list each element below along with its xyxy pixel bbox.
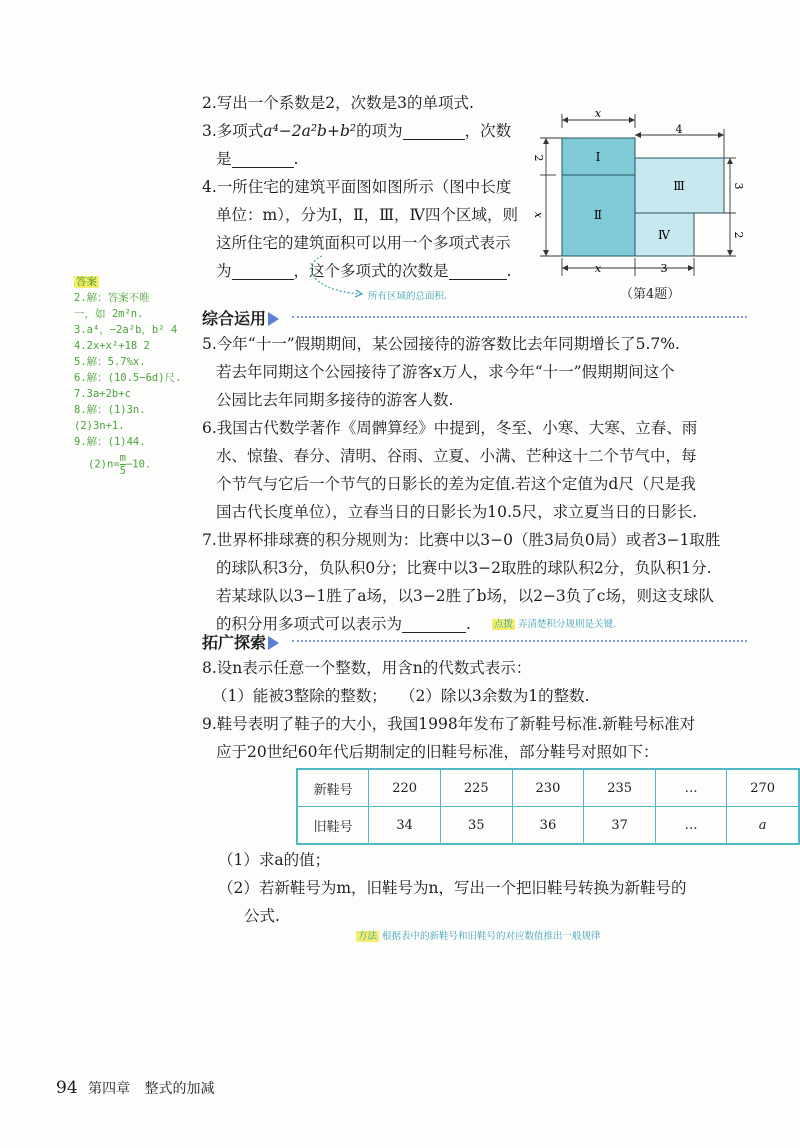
question-4-line1: 4.一所住宅的建筑平面图如图所示（图中长度 (202, 178, 512, 196)
answer-line: 8.解：(1)3n. (74, 404, 146, 416)
table-cell: … (655, 807, 726, 845)
answer-line: 2.解：答案不唯 (74, 292, 150, 304)
question-9-sub2-line1: （2）若新鞋号为m，旧鞋号为n，写出一个把旧鞋号转换为新鞋号的 (218, 879, 687, 897)
label-x-left: x (532, 211, 545, 219)
answer-line: 5.解：5.7%x. (74, 356, 146, 368)
answer-sidebar (74, 274, 181, 477)
q3-polynomial: a⁴−2a²b+b² (263, 122, 357, 140)
q4-answer-blank-2[interactable] (449, 261, 507, 280)
table-cell: 270 (727, 769, 799, 807)
question-9-line1: 9.鞋号表明了鞋子的大小，我国1998年发布了新鞋号标准.新鞋号标准对 (202, 715, 696, 733)
label-x-bottom: x (594, 262, 602, 275)
table-row (297, 807, 799, 845)
question-8-line1: 8.设n表示任意一个整数，用含n的代数式表示： (202, 659, 532, 677)
q4-line4-mid: ，这个多项式的次数是 (293, 262, 449, 280)
table-cell: 225 (440, 769, 512, 807)
q3-answer-blank-2[interactable] (232, 149, 294, 168)
region-label-3: Ⅲ (673, 179, 685, 193)
table-cell: 37 (584, 807, 656, 845)
question-4-line2: 单位：m），分为Ⅰ，Ⅱ，Ⅲ，Ⅳ四个区域，则 (216, 206, 519, 224)
table-cell: 220 (369, 769, 441, 807)
q3-line2-prefix: 是 (216, 150, 232, 168)
table-cell: 36 (512, 807, 584, 845)
q4-answer-blank-1[interactable] (232, 261, 294, 280)
question-7-line3: 若某球队以3−1胜了a场，以3−2胜了b场，以2−3负了c场，则这支球队 (216, 587, 714, 605)
label-four: 4 (675, 123, 683, 136)
answer-line: (2)3n+1. (74, 420, 125, 432)
figure-caption: （第4题） (620, 287, 681, 302)
answer-line: 7.3a+2b+c (74, 388, 131, 400)
q7-hint: 点拨 弄清楚积分规则是关键. (494, 619, 617, 630)
answer-line: 6.解：(10.5−6d)尺. (74, 372, 182, 384)
page-number: 94 (56, 1078, 78, 1098)
answer-line: 3.a⁴，−2a²b，b² 4 (74, 324, 178, 336)
region-label-4: Ⅳ (658, 228, 670, 242)
q7-answer-blank[interactable] (402, 614, 466, 633)
question-7-line1: 7.世界杯排球赛的积分规则为：比赛中以3−0（胜3局负0局）或者3−1取胜 (202, 531, 721, 549)
question-6-line2: 水、惊蛰、春分、清明、谷雨、立夏、小满、芒种这十二个节气中，每 (216, 447, 697, 465)
section-divider (292, 640, 747, 642)
table-cell: … (655, 769, 726, 807)
q4-line4-prefix: 为 (216, 262, 232, 280)
section-heading-1: 综合运用 (202, 306, 279, 329)
section-arrow-icon (268, 312, 279, 326)
q3-mid: 的项为 (356, 122, 403, 140)
question-9-line2: 应于20世纪60年代后期制定的旧鞋号标准，部分鞋号对照如下： (216, 743, 659, 761)
q7-line4-prefix: 的积分用多项式可以表示为 (216, 615, 403, 633)
question-7-line2: 的球队积3分，负队积0分；比赛中以3−2取胜的球队积2分，负队积1分. (216, 559, 712, 577)
section-arrow-icon (268, 636, 279, 650)
label-two-left: 2 (532, 154, 545, 162)
table-cell: 235 (584, 769, 656, 807)
q3-post: ，次数 (464, 122, 512, 140)
label-two-right: 2 (732, 231, 745, 239)
q3-answer-blank-1[interactable] (403, 121, 465, 140)
question-8-sub2: （2）除以3余数为1的整数. (400, 687, 590, 705)
question-9-sub2-line2: 公式. (244, 907, 280, 925)
table-header: 旧鞋号 (297, 807, 369, 845)
label-three-right: 3 (732, 182, 745, 190)
table-row (297, 769, 799, 807)
table-cell: 230 (512, 769, 584, 807)
chapter-title: 整式的加减 (144, 1081, 215, 1097)
question-6-line3: 个节气与它后一个节气的日影长的差为定值.若这个定值为d尺（尺是我 (216, 475, 696, 493)
section-heading-2: 拓广探索 (202, 630, 279, 653)
table-header: 新鞋号 (297, 769, 369, 807)
question-9-sub1: （1）求a的值； (218, 851, 331, 869)
question-5-line1: 5.今年“十一”假期期间，某公园接待的游客数比去年同期增长了5.7%. (202, 335, 680, 353)
q7-line4-post: . (466, 615, 471, 633)
table-cell: 35 (440, 807, 512, 845)
page-footer (56, 1078, 215, 1098)
floor-plan-figure (534, 108, 744, 308)
question-3-line1 (202, 117, 511, 145)
question-5-line3: 公园比去年同期多接待的游客人数. (216, 391, 454, 409)
table-cell: 34 (369, 807, 441, 845)
question-5-line2: 若去年同期这个公园接待了游客x万人，求今年“十一”假期期间这个 (216, 363, 675, 381)
question-3-line2 (216, 145, 298, 173)
table-cell: a (727, 807, 799, 845)
q4-line4-post: . (506, 262, 512, 280)
question-4-line3: 这所住宅的建筑面积可以用一个多项式表示 (216, 234, 511, 252)
q9-hint: 方法 根据表中的新鞋号和旧鞋号的对应数值推出一般规律 (358, 931, 601, 942)
label-three-bottom: 3 (660, 262, 668, 275)
q3-prefix: 3.多项式 (202, 122, 264, 140)
region-label-1: Ⅰ (595, 150, 601, 164)
hint-curve-icon (300, 250, 370, 300)
question-6-line4: 国古代长度单位），立春当日的日影长为10.5尺，求立夏当日的日影长. (216, 503, 698, 521)
shoe-size-table (296, 768, 800, 845)
question-6-line1: 6.我国古代数学著作《周髀算经》中提到，冬至、小寒、大寒、立春、雨 (202, 419, 698, 437)
answer-line: 一，如 2m²n. (74, 308, 144, 320)
q3-line2-post: . (293, 150, 299, 168)
chapter-label: 第四章 (88, 1081, 131, 1097)
question-2: 2.写出一个系数是2，次数是3的单项式. (202, 94, 474, 112)
answer-line: 9.解：(1)44. (74, 436, 146, 448)
label-x-top: x (594, 107, 602, 120)
question-8-sub1: （1）能被3整除的整数； (212, 687, 387, 705)
answer-line: 4.2x+x²+18 2 (74, 340, 150, 352)
region-label-2: Ⅱ (593, 208, 603, 222)
section-divider (292, 316, 747, 318)
answer-line-fraction: (2)n= $\frac{m}{5}$ −10. (88, 452, 152, 477)
q4-hint: 所有区域的总面积. (368, 291, 448, 302)
answer-title: 答案 (76, 276, 97, 288)
